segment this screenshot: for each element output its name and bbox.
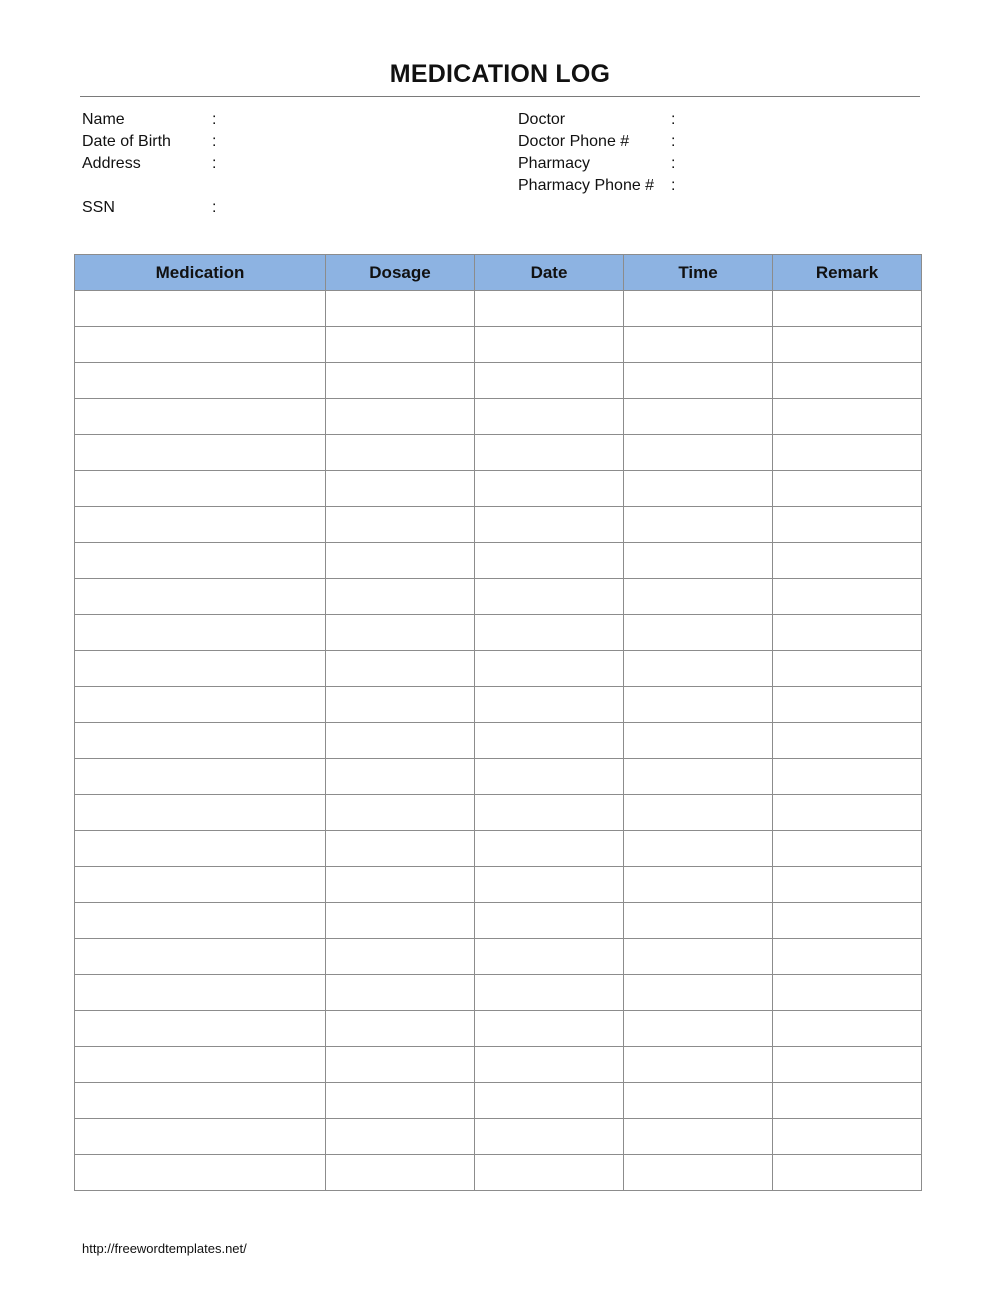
- table-row: [75, 723, 922, 759]
- address-colon: :: [212, 155, 217, 172]
- date-cell[interactable]: [475, 399, 624, 435]
- date-cell[interactable]: [475, 723, 624, 759]
- time-cell[interactable]: [624, 543, 773, 579]
- table-row: [75, 291, 922, 327]
- date-cell[interactable]: [475, 867, 624, 903]
- table-row: [75, 579, 922, 615]
- time-cell[interactable]: [624, 471, 773, 507]
- table-row: [75, 939, 922, 975]
- remark-cell[interactable]: [773, 903, 922, 939]
- dosage-cell[interactable]: [326, 615, 475, 651]
- time-cell[interactable]: [624, 363, 773, 399]
- dosage-cell[interactable]: [326, 975, 475, 1011]
- dosage-cell[interactable]: [326, 435, 475, 471]
- medication-cell[interactable]: [75, 327, 326, 363]
- date-cell[interactable]: [475, 1011, 624, 1047]
- medication-cell[interactable]: [75, 507, 326, 543]
- time-cell[interactable]: [624, 327, 773, 363]
- address-label: Address: [82, 155, 141, 172]
- remark-cell[interactable]: [773, 723, 922, 759]
- date-cell[interactable]: [475, 939, 624, 975]
- dosage-cell[interactable]: [326, 1119, 475, 1155]
- remark-cell[interactable]: [773, 327, 922, 363]
- pharmacy-phone-colon: :: [671, 177, 676, 194]
- table-row: [75, 615, 922, 651]
- table-row: [75, 1119, 922, 1155]
- table-row: [75, 831, 922, 867]
- date-cell[interactable]: [475, 831, 624, 867]
- table-row: [75, 471, 922, 507]
- time-cell[interactable]: [624, 903, 773, 939]
- time-cell[interactable]: [624, 831, 773, 867]
- dosage-cell[interactable]: [326, 687, 475, 723]
- table-row: [75, 651, 922, 687]
- table-row: [75, 435, 922, 471]
- medication-cell[interactable]: [75, 363, 326, 399]
- time-cell[interactable]: [624, 291, 773, 327]
- table-row: [75, 1047, 922, 1083]
- table-row: [75, 399, 922, 435]
- date-cell[interactable]: [475, 507, 624, 543]
- dosage-cell[interactable]: [326, 723, 475, 759]
- medication-cell[interactable]: [75, 651, 326, 687]
- time-cell[interactable]: [624, 723, 773, 759]
- doctor-colon: :: [671, 111, 676, 128]
- remark-cell[interactable]: [773, 939, 922, 975]
- remark-cell[interactable]: [773, 831, 922, 867]
- table-row: [75, 543, 922, 579]
- date-cell[interactable]: [475, 795, 624, 831]
- date-cell[interactable]: [475, 363, 624, 399]
- pharmacy-phone-label: Pharmacy Phone #: [518, 177, 655, 194]
- dosage-cell[interactable]: [326, 363, 475, 399]
- table-row: [75, 903, 922, 939]
- medication-cell[interactable]: [75, 831, 326, 867]
- remark-cell[interactable]: [773, 1119, 922, 1155]
- column-header-dosage: Dosage: [326, 255, 475, 291]
- table-row: [75, 687, 922, 723]
- time-cell[interactable]: [624, 759, 773, 795]
- remark-cell[interactable]: [773, 687, 922, 723]
- page-title: MEDICATION LOG: [389, 60, 611, 88]
- date-cell[interactable]: [475, 435, 624, 471]
- time-cell[interactable]: [624, 687, 773, 723]
- date-cell[interactable]: [475, 471, 624, 507]
- remark-cell[interactable]: [773, 291, 922, 327]
- table-header-row: [75, 255, 922, 291]
- dosage-cell[interactable]: [326, 291, 475, 327]
- time-cell[interactable]: [624, 435, 773, 471]
- column-header-date: Date: [475, 255, 624, 291]
- dosage-cell[interactable]: [326, 507, 475, 543]
- medication-cell[interactable]: [75, 795, 326, 831]
- time-cell[interactable]: [624, 795, 773, 831]
- doctor-phone-colon: :: [671, 133, 676, 150]
- time-cell[interactable]: [624, 615, 773, 651]
- time-cell[interactable]: [624, 1047, 773, 1083]
- dosage-cell[interactable]: [326, 1047, 475, 1083]
- date-cell[interactable]: [475, 1047, 624, 1083]
- date-cell[interactable]: [475, 687, 624, 723]
- medication-cell[interactable]: [75, 1047, 326, 1083]
- remark-cell[interactable]: [773, 651, 922, 687]
- remark-cell[interactable]: [773, 579, 922, 615]
- dosage-cell[interactable]: [326, 903, 475, 939]
- doctor-label: Doctor: [518, 111, 566, 128]
- dosage-cell[interactable]: [326, 1011, 475, 1047]
- date-of-birth-colon: :: [212, 133, 217, 150]
- column-header-time: Time: [624, 255, 773, 291]
- dosage-cell[interactable]: [326, 579, 475, 615]
- table-row: [75, 1155, 922, 1191]
- medication-cell[interactable]: [75, 903, 326, 939]
- ssn-label: SSN: [82, 199, 115, 216]
- date-cell[interactable]: [475, 579, 624, 615]
- doctor-phone-label: Doctor Phone #: [518, 133, 630, 150]
- table-row: [75, 327, 922, 363]
- time-cell[interactable]: [624, 1155, 773, 1191]
- dosage-cell[interactable]: [326, 543, 475, 579]
- medication-cell[interactable]: [75, 687, 326, 723]
- dosage-cell[interactable]: [326, 939, 475, 975]
- dosage-cell[interactable]: [326, 759, 475, 795]
- medication-cell[interactable]: [75, 435, 326, 471]
- dosage-cell[interactable]: [326, 399, 475, 435]
- medication-cell[interactable]: [75, 939, 326, 975]
- time-cell[interactable]: [624, 975, 773, 1011]
- medication-cell[interactable]: [75, 759, 326, 795]
- date-cell[interactable]: [475, 1119, 624, 1155]
- pharmacy-colon: :: [671, 155, 676, 172]
- dosage-cell[interactable]: [326, 1083, 475, 1119]
- pharmacy-label: Pharmacy: [518, 155, 591, 172]
- dosage-cell[interactable]: [326, 867, 475, 903]
- dosage-cell[interactable]: [326, 651, 475, 687]
- medication-cell[interactable]: [75, 723, 326, 759]
- medication-cell[interactable]: [75, 975, 326, 1011]
- column-header-remark: Remark: [773, 255, 922, 291]
- time-cell[interactable]: [624, 867, 773, 903]
- time-cell[interactable]: [624, 1011, 773, 1047]
- time-cell[interactable]: [624, 399, 773, 435]
- medication-cell[interactable]: [75, 291, 326, 327]
- ssn-colon: :: [212, 199, 217, 216]
- remark-cell[interactable]: [773, 795, 922, 831]
- remark-cell[interactable]: [773, 543, 922, 579]
- date-cell[interactable]: [475, 903, 624, 939]
- remark-cell[interactable]: [773, 435, 922, 471]
- date-cell[interactable]: [475, 759, 624, 795]
- time-cell[interactable]: [624, 1083, 773, 1119]
- remark-cell[interactable]: [773, 975, 922, 1011]
- remark-cell[interactable]: [773, 507, 922, 543]
- time-cell[interactable]: [624, 507, 773, 543]
- remark-cell[interactable]: [773, 867, 922, 903]
- time-cell[interactable]: [624, 651, 773, 687]
- medication-cell[interactable]: [75, 1083, 326, 1119]
- remark-cell[interactable]: [773, 1155, 922, 1191]
- medication-cell[interactable]: [75, 399, 326, 435]
- dosage-cell[interactable]: [326, 795, 475, 831]
- remark-cell[interactable]: [773, 363, 922, 399]
- date-cell[interactable]: [475, 1083, 624, 1119]
- name-label: Name: [82, 111, 125, 128]
- remark-cell[interactable]: [773, 1011, 922, 1047]
- table-row: [75, 759, 922, 795]
- time-cell[interactable]: [624, 1119, 773, 1155]
- medication-log-table: [74, 254, 922, 1191]
- date-cell[interactable]: [475, 975, 624, 1011]
- date-of-birth-label: Date of Birth: [82, 133, 171, 150]
- dosage-cell[interactable]: [326, 471, 475, 507]
- dosage-cell[interactable]: [326, 327, 475, 363]
- table-row: [75, 975, 922, 1011]
- time-cell[interactable]: [624, 939, 773, 975]
- title-divider: [80, 96, 920, 97]
- table-row: [75, 867, 922, 903]
- medication-cell[interactable]: [75, 615, 326, 651]
- time-cell[interactable]: [624, 579, 773, 615]
- date-cell[interactable]: [475, 543, 624, 579]
- table-row: [75, 507, 922, 543]
- remark-cell[interactable]: [773, 759, 922, 795]
- medication-cell[interactable]: [75, 1011, 326, 1047]
- dosage-cell[interactable]: [326, 831, 475, 867]
- medication-cell[interactable]: [75, 579, 326, 615]
- date-cell[interactable]: [475, 1155, 624, 1191]
- remark-cell[interactable]: [773, 1047, 922, 1083]
- table-row: [75, 363, 922, 399]
- medication-cell[interactable]: [75, 1119, 326, 1155]
- date-cell[interactable]: [475, 291, 624, 327]
- name-colon: :: [212, 111, 217, 128]
- remark-cell[interactable]: [773, 471, 922, 507]
- dosage-cell[interactable]: [326, 1155, 475, 1191]
- date-cell[interactable]: [475, 651, 624, 687]
- medication-cell[interactable]: [75, 867, 326, 903]
- medication-cell[interactable]: [75, 1155, 326, 1191]
- date-cell[interactable]: [475, 327, 624, 363]
- table-body: [75, 291, 922, 1191]
- medication-cell[interactable]: [75, 543, 326, 579]
- footer-url: http://freewordtemplates.net/: [82, 1241, 247, 1256]
- remark-cell[interactable]: [773, 1083, 922, 1119]
- table-row: [75, 795, 922, 831]
- table-row: [75, 1011, 922, 1047]
- remark-cell[interactable]: [773, 399, 922, 435]
- date-cell[interactable]: [475, 615, 624, 651]
- column-header-medication: Medication: [75, 255, 326, 291]
- table-row: [75, 1083, 922, 1119]
- remark-cell[interactable]: [773, 615, 922, 651]
- medication-cell[interactable]: [75, 471, 326, 507]
